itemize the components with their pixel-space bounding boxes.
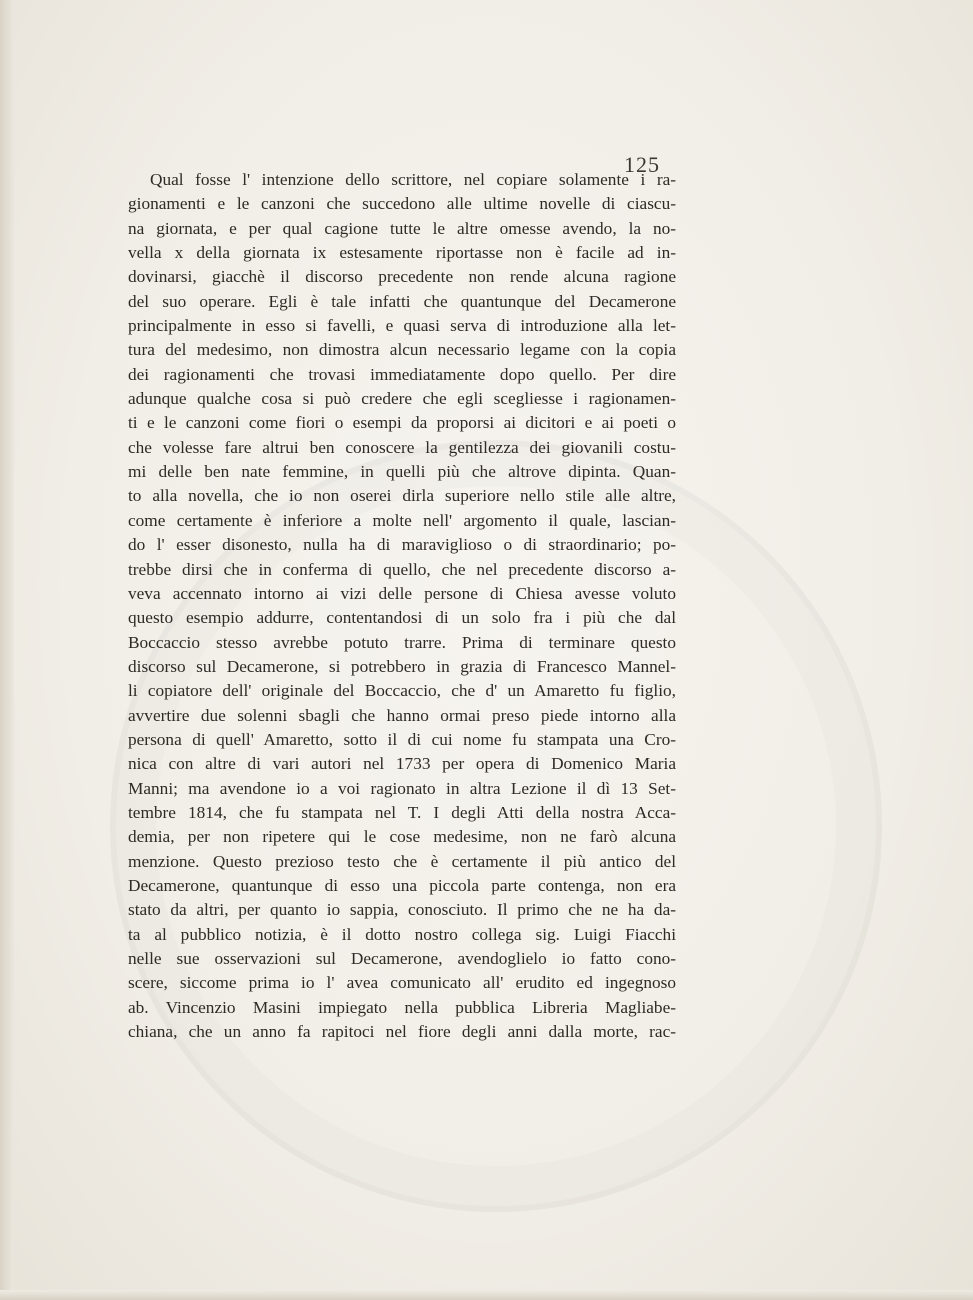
page-left-edge — [0, 0, 14, 1300]
text-line: gionamenti e le canzoni che succedono alle ultime novelle di ciascu- — [128, 194, 676, 214]
text-line: che volesse fare altrui ben conoscere la gentilezza dei giovanili costu- — [128, 437, 676, 457]
text-line: Qual fosse l' intenzione dello scrittore, nel copiare solamente i ra- — [150, 170, 676, 189]
text-line: tura del medesimo, non dimostra alcun necessario legame con la copia — [128, 340, 676, 360]
text-line: nica con altre di vari autori nel 1733 per opera di Domenico Maria — [128, 754, 676, 774]
text-line: come certamente è inferiore a molte nell' argomento il quale, lascian- — [128, 510, 676, 530]
text-line: chiana, che un anno fa rapitoci nel fiore degli anni dalla morte, rac- — [128, 1022, 676, 1042]
text-line: principalmente in esso si favelli, e quasi serva di introduzione alla let- — [128, 316, 676, 336]
text-line: nelle sue osservazioni sul Decamerone, avendoglielo io fatto cono- — [128, 949, 676, 968]
text-line: demia, per non ripetere qui le cose medesime, non ne farò alcuna — [128, 827, 676, 847]
page-number: 125 — [624, 152, 660, 177]
text-line: dei ragionamenti che trovasi immediatamente dopo quello. Per dire — [128, 364, 676, 384]
text-line: Boccaccio stesso avrebbe potuto trarre. Prima di terminare questo — [128, 632, 676, 652]
text-line: ta al pubblico notizia, è il dotto nostro collega sig. Luigi Fiacchi — [128, 924, 676, 944]
text-line: adunque qualche cosa si può credere che egli scegliesse i ragionamen- — [128, 389, 676, 409]
text-line: Manni; ma avendone io a voi ragionato in altra Lezione il dì 13 Set- — [128, 778, 676, 798]
text-line: to alla novella, che io non oserei dirla superiore nello stile alle altre, — [128, 486, 676, 506]
text-line: na giornata, e per qual cagione tutte le altre omesse avendo, la no- — [128, 218, 676, 238]
text-line: tembre 1814, che fu stampata nel T. I degli Atti della nostra Acca- — [128, 802, 676, 822]
text-line: scere, siccome prima io l' avea comunicato all' erudito ed ingegnoso — [128, 973, 676, 993]
text-line: vella x della giornata ix estesamente riportasse non è facile ad in- — [128, 243, 676, 263]
text-line: li copiatore dell' originale del Boccaccio, che d' un Amaretto fu figlio, — [128, 681, 676, 701]
text-line: veva accennato intorno ai vizi delle persone di Chiesa avesse voluto — [128, 583, 676, 603]
text-line: questo esempio addurre, contentandosi di un solo fra i più che dal — [128, 608, 676, 628]
text-line: trebbe dirsi che in conferma di quello, che nel precedente discorso a- — [128, 559, 676, 579]
page-bottom-edge — [0, 1290, 973, 1300]
text-line: mi delle ben nate femmine, in quelli più che altrove dipinta. Quan- — [128, 462, 676, 482]
text-line: menzione. Questo prezioso testo che è certamente il più antico del — [128, 851, 676, 871]
text-line: Decamerone, quantunque di esso una piccola parte contenga, non era — [128, 875, 676, 895]
text-line: persona di quell' Amaretto, sotto il di cui nome fu stampata una Cro- — [128, 729, 676, 749]
body-paragraph — [128, 168, 676, 1044]
text-line: ab. Vincenzio Masini impiegato nella pubblica Libreria Magliabe- — [128, 997, 676, 1017]
text-line: dovinarsi, giacchè il discorso precedente non rende alcuna ragione — [128, 267, 676, 287]
text-line: do l' esser disonesto, nulla ha di maraviglioso o di straordinario; po- — [128, 535, 676, 555]
text-line: stato da altri, per quanto io sappia, conosciuto. Il primo che ne ha da- — [128, 900, 676, 920]
text-line: avvertire due solenni sbagli che hanno ormai preso piede intorno alla — [128, 705, 676, 725]
text-line: ti e le canzoni come fiori o esempi da proporsi ai dicitori e ai poeti o — [128, 413, 676, 433]
text-line: del suo operare. Egli è tale infatti che quantunque del Decamerone — [128, 291, 676, 311]
text-line: discorso sul Decamerone, si potrebbero in grazia di Francesco Mannel- — [128, 656, 676, 676]
